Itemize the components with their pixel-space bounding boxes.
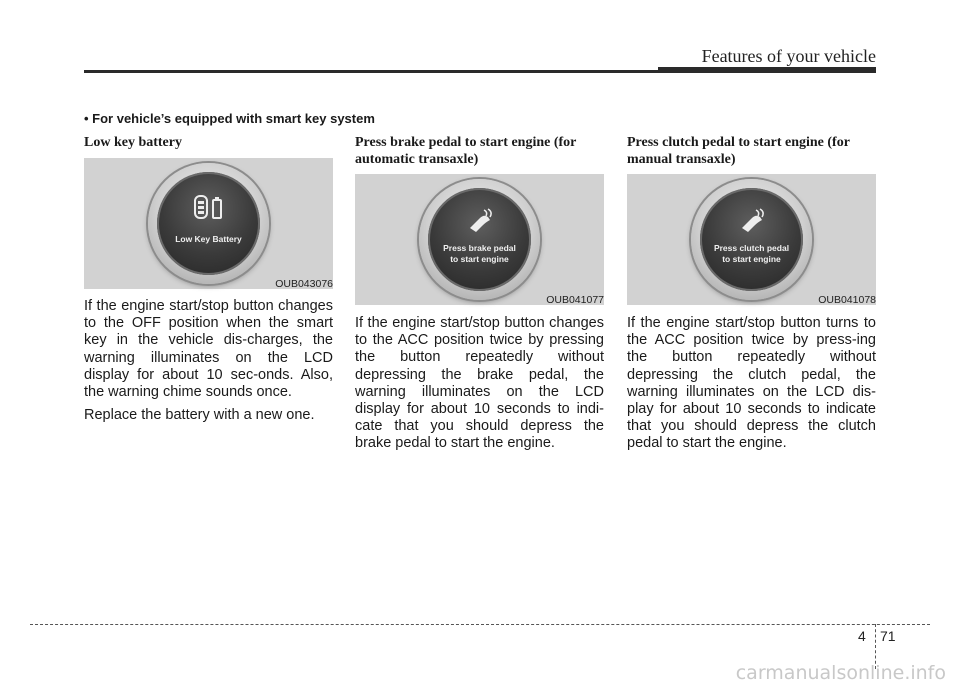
footer-rule <box>30 624 930 625</box>
button-label-line-1: Press clutch pedal <box>713 243 790 253</box>
heading-press-brake-pedal: Press brake pedal to start engine (for automatic transaxle) <box>355 135 577 167</box>
start-button-face <box>157 172 260 275</box>
watermark: carmanualsonline.info <box>735 662 946 684</box>
figure-press-brake-pedal <box>355 174 604 305</box>
button-label-line-1: Press brake pedal <box>443 243 516 253</box>
section-title: Features of your vehicle <box>701 46 876 66</box>
heading-low-key-battery: Low key battery <box>84 135 182 150</box>
paragraph: If the engine start/stop button turns to the ACC position twice by press-ing the button repeatedly without depressing the clutch pedal, the warning illuminates on the LCD dis-play for about 10 seconds to indicate that you should depress the clutch pedal to start the engine. <box>627 315 876 452</box>
header-rule <box>84 70 658 73</box>
heading-press-clutch-pedal: Press clutch pedal to start engine (for manual transaxle) <box>627 135 850 167</box>
start-button-face <box>428 188 531 291</box>
page-number: 71 <box>880 628 896 644</box>
button-label-line-2: to start engine <box>722 254 781 264</box>
figure-low-key-battery <box>84 158 333 289</box>
applicability-note: • For vehicle’s equipped with smart key system <box>84 111 375 126</box>
chapter-number: 4 <box>858 628 866 644</box>
body-text-low-key-battery <box>84 298 333 430</box>
figure-code: OUB041078 <box>818 294 876 306</box>
body-text-press-brake-pedal <box>355 315 604 459</box>
paragraph: Replace the battery with a new one. <box>84 407 315 424</box>
figure-code: OUB043076 <box>275 278 333 290</box>
paragraph: If the engine start/stop button changes to the OFF position when the smart key in the vehicle dis-charges, the warning illuminates on the LCD display for about 10 sec-onds. Also, the warning chime sounds once. <box>84 298 333 401</box>
body-text-press-clutch-pedal <box>627 315 876 459</box>
paragraph: If the engine start/stop button changes to the ACC position twice by pressing the button repeatedly without depressing the brake pedal, the warning illuminates on the LCD display for about 10 seconds to indi-cate that you should depress the brake pedal to start the engine. <box>355 315 604 452</box>
button-label-line-2: to start engine <box>450 254 509 264</box>
start-button-image <box>148 163 269 284</box>
start-button-image <box>691 179 812 300</box>
start-button-face <box>700 188 803 291</box>
header-rule-accent <box>658 67 876 73</box>
figure-press-clutch-pedal <box>627 174 876 305</box>
start-button-image <box>419 179 540 300</box>
foot-on-pedal-icon <box>738 208 766 234</box>
button-label: Low Key Battery <box>175 234 242 244</box>
smart-key-battery-icon <box>193 194 225 224</box>
figure-code: OUB041077 <box>546 294 604 306</box>
foot-on-pedal-icon <box>466 208 494 234</box>
